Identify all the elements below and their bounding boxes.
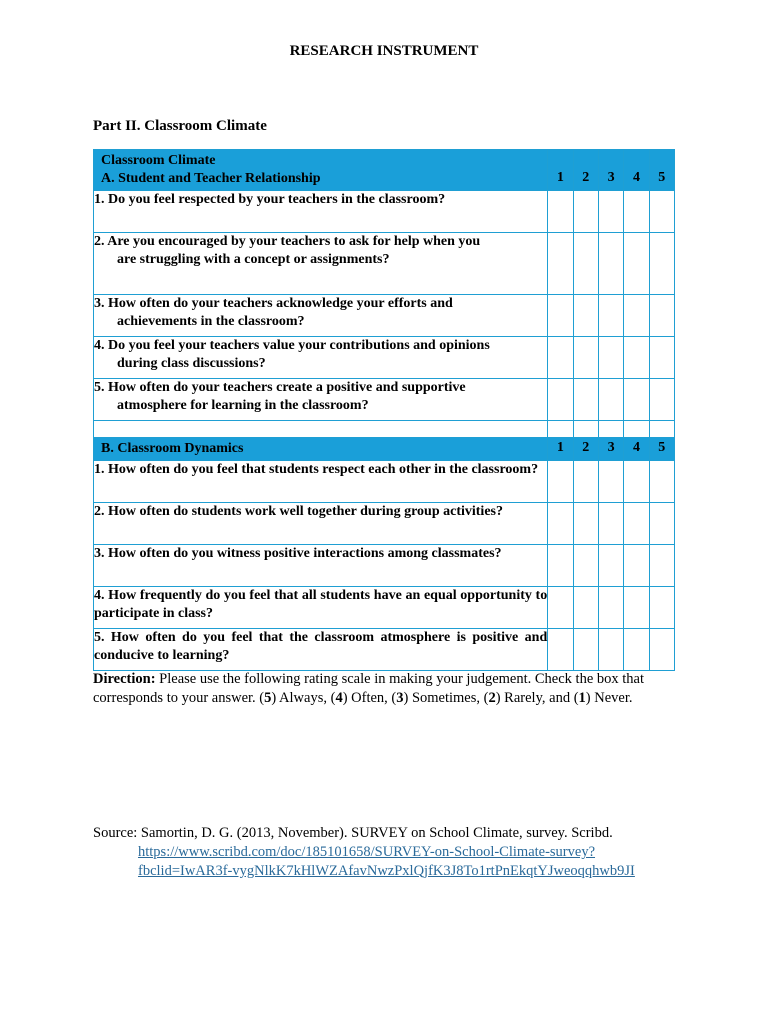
section-b-header — [94, 438, 675, 461]
source-text: Source: Samortin, D. G. (2013, November). SURVEY on School Climate, survey. Scribd. — [93, 825, 613, 841]
rating-checkbox-3[interactable] — [598, 191, 623, 233]
question-b2: 2. How often do students work well together during group activities? — [94, 503, 548, 545]
scale-value-5: 5 — [264, 690, 272, 706]
rating-checkbox-4[interactable] — [624, 545, 649, 587]
question-text-continued: are struggling with a concept or assignments? — [117, 252, 390, 267]
scale-header-3: 3 — [598, 150, 623, 191]
rating-checkbox-1[interactable] — [548, 587, 573, 629]
direction-text: ) Rarely, and ( — [495, 690, 579, 706]
direction-text: ) Always, ( — [271, 690, 336, 706]
question-b4: 4. How frequently do you feel that all students have an equal opportunity to participate in class? — [94, 587, 548, 629]
question-text: 1. Do you feel respected by your teachers in the classroom? — [94, 192, 446, 207]
section-b-title: B. Classroom Dynamics — [94, 438, 548, 461]
spacer-cell — [94, 421, 548, 438]
question-text: 5. How often do your teachers create a positive and supportive — [94, 380, 466, 395]
rating-checkbox-4[interactable] — [624, 503, 649, 545]
table-row — [94, 191, 675, 233]
section-a-header — [94, 150, 675, 191]
source-link-line2[interactable]: fbclid=IwAR3f-vygNlkK7kHlWZAfavNwzPxlQjfK3J8To1rtPnEkqtYJweoqqhwb9JI — [138, 863, 635, 879]
rating-checkbox-4[interactable] — [624, 379, 649, 421]
spacer-cell — [573, 421, 598, 438]
rating-checkbox-2[interactable] — [573, 233, 598, 295]
rating-checkbox-1[interactable] — [548, 545, 573, 587]
table-row — [94, 503, 675, 545]
source-citation — [93, 824, 703, 881]
question-a2 — [94, 233, 548, 295]
rating-checkbox-5[interactable] — [649, 191, 674, 233]
rating-checkbox-1[interactable] — [548, 233, 573, 295]
rating-checkbox-2[interactable] — [573, 191, 598, 233]
spacer-cell — [598, 421, 623, 438]
rating-checkbox-3[interactable] — [598, 337, 623, 379]
rating-checkbox-3[interactable] — [598, 379, 623, 421]
rating-checkbox-4[interactable] — [624, 629, 649, 671]
rating-checkbox-2[interactable] — [573, 629, 598, 671]
question-text-continued: achievements in the classroom? — [117, 314, 305, 329]
scale-header-4: 4 — [624, 438, 649, 461]
table-row — [94, 629, 675, 671]
direction-paragraph — [93, 670, 663, 708]
rating-checkbox-1[interactable] — [548, 191, 573, 233]
scale-header-5: 5 — [649, 438, 674, 461]
scale-header-3: 3 — [598, 438, 623, 461]
question-a5 — [94, 379, 548, 421]
spacer-cell — [649, 421, 674, 438]
question-a1 — [94, 191, 548, 233]
rating-checkbox-2[interactable] — [573, 295, 598, 337]
scale-header-2: 2 — [573, 438, 598, 461]
question-b1: 1. How often do you feel that students respect each other in the classroom? — [94, 461, 548, 503]
rating-checkbox-3[interactable] — [598, 629, 623, 671]
rating-checkbox-1[interactable] — [548, 337, 573, 379]
rating-checkbox-2[interactable] — [573, 545, 598, 587]
rating-checkbox-2[interactable] — [573, 461, 598, 503]
part-title: Part II. Classroom Climate — [93, 118, 267, 134]
table-row — [94, 545, 675, 587]
source-link-line1[interactable]: https://www.scribd.com/doc/185101658/SURVEY-on-School-Climate-survey? — [138, 844, 596, 860]
rating-checkbox-2[interactable] — [573, 337, 598, 379]
rating-checkbox-5[interactable] — [649, 337, 674, 379]
rating-checkbox-3[interactable] — [598, 295, 623, 337]
spacer-cell — [548, 421, 573, 438]
rating-checkbox-1[interactable] — [548, 379, 573, 421]
rating-checkbox-1[interactable] — [548, 295, 573, 337]
rating-checkbox-5[interactable] — [649, 503, 674, 545]
rating-checkbox-3[interactable] — [598, 587, 623, 629]
rating-checkbox-5[interactable] — [649, 295, 674, 337]
scale-header-1: 1 — [548, 438, 573, 461]
rating-checkbox-4[interactable] — [624, 233, 649, 295]
table-row — [94, 379, 675, 421]
classroom-climate-heading: Classroom Climate — [101, 153, 216, 168]
rating-checkbox-1[interactable] — [548, 629, 573, 671]
rating-checkbox-5[interactable] — [649, 233, 674, 295]
table-row — [94, 461, 675, 503]
scale-value-3: 3 — [396, 690, 404, 706]
rating-checkbox-5[interactable] — [649, 545, 674, 587]
rating-checkbox-5[interactable] — [649, 629, 674, 671]
rating-checkbox-5[interactable] — [649, 379, 674, 421]
scale-value-2: 2 — [488, 690, 496, 706]
spacer-row — [94, 421, 675, 438]
table-row — [94, 233, 675, 295]
direction-label: Direction: — [93, 671, 156, 687]
table-row — [94, 587, 675, 629]
rating-checkbox-4[interactable] — [624, 587, 649, 629]
rating-checkbox-2[interactable] — [573, 587, 598, 629]
question-text-continued: atmosphere for learning in the classroom? — [117, 398, 369, 413]
question-b5: 5. How often do you feel that the classroom atmosphere is positive and conducive to learning? — [94, 629, 548, 671]
table-row — [94, 337, 675, 379]
rating-checkbox-3[interactable] — [598, 461, 623, 503]
scale-header-2: 2 — [573, 150, 598, 191]
scale-value-1: 1 — [578, 690, 586, 706]
section-a-title: A. Student and Teacher Relationship — [101, 171, 321, 186]
rating-checkbox-3[interactable] — [598, 545, 623, 587]
scale-value-4: 4 — [335, 690, 343, 706]
question-a4 — [94, 337, 548, 379]
table-row — [94, 295, 675, 337]
scale-header-1: 1 — [548, 150, 573, 191]
section-a-heading — [94, 150, 548, 191]
rating-checkbox-2[interactable] — [573, 379, 598, 421]
question-text-continued: during class discussions? — [117, 356, 266, 371]
direction-text: ) Often, ( — [342, 690, 397, 706]
rating-checkbox-5[interactable] — [649, 461, 674, 503]
question-text: 4. Do you feel your teachers value your contributions and opinions — [94, 338, 490, 353]
scale-header-5: 5 — [649, 150, 674, 191]
rating-checkbox-1[interactable] — [548, 461, 573, 503]
direction-text: Please use the following rating scale in making your judgement. Check the box that corresponds to your answer. ( — [93, 671, 645, 706]
survey-table — [93, 149, 675, 671]
rating-checkbox-4[interactable] — [624, 191, 649, 233]
rating-checkbox-3[interactable] — [598, 503, 623, 545]
rating-checkbox-5[interactable] — [649, 587, 674, 629]
spacer-cell — [624, 421, 649, 438]
rating-checkbox-4[interactable] — [624, 461, 649, 503]
question-b3: 3. How often do you witness positive interactions among classmates? — [94, 545, 548, 587]
question-text: 3. How often do your teachers acknowledge your efforts and — [94, 296, 453, 311]
direction-text: ) Never. — [585, 690, 633, 706]
scale-header-4: 4 — [624, 150, 649, 191]
rating-checkbox-3[interactable] — [598, 233, 623, 295]
question-a3 — [94, 295, 548, 337]
question-text: 2. Are you encouraged by your teachers to ask for help when you — [94, 234, 481, 249]
direction-text: ) Sometimes, ( — [403, 690, 489, 706]
document-title: RESEARCH INSTRUMENT — [289, 43, 479, 59]
rating-checkbox-4[interactable] — [624, 337, 649, 379]
rating-checkbox-2[interactable] — [573, 503, 598, 545]
rating-checkbox-1[interactable] — [548, 503, 573, 545]
rating-checkbox-4[interactable] — [624, 295, 649, 337]
